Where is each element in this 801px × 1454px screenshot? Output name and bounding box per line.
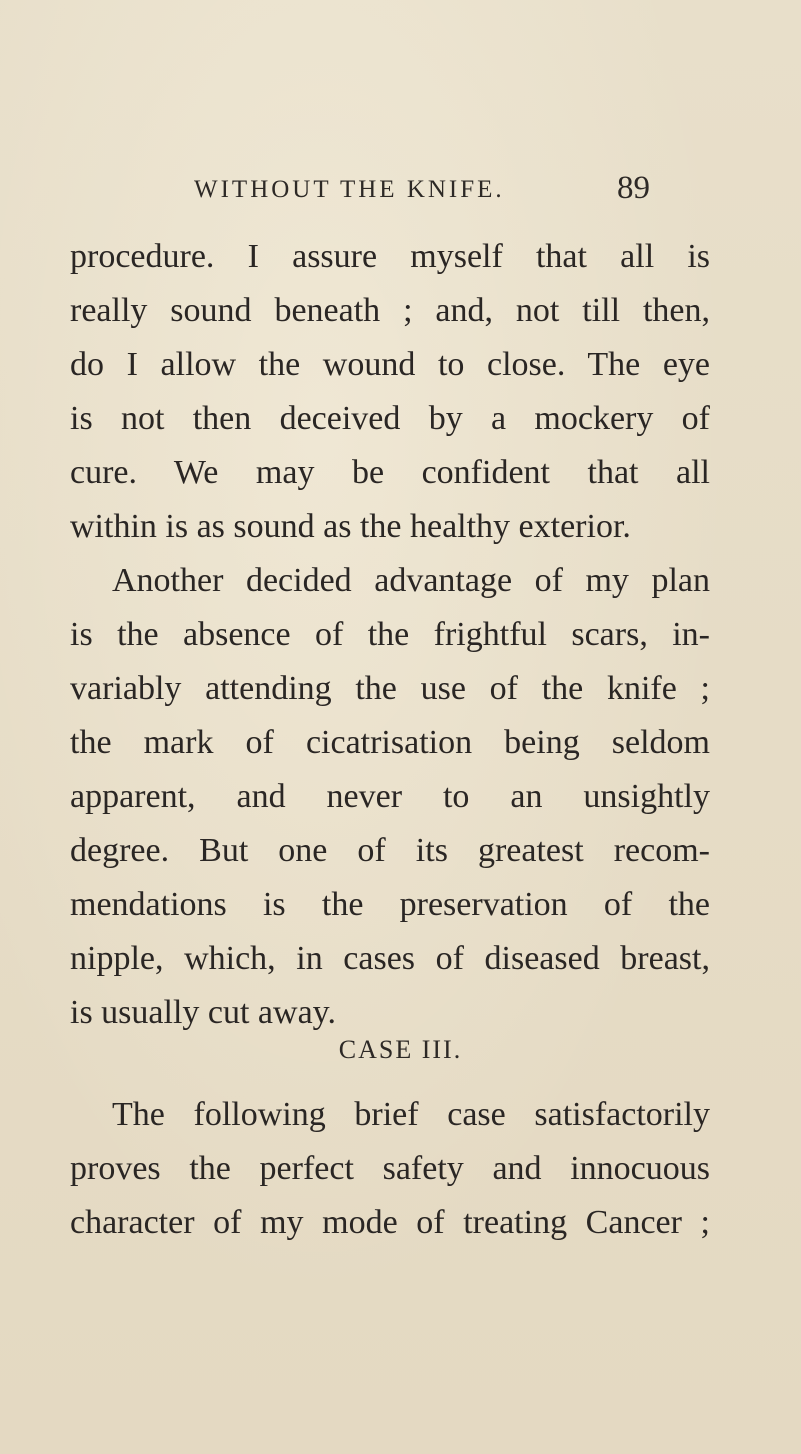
text-line: variably attending the use of the knife ; <box>70 670 710 707</box>
text-line: Another decided advantage of my plan <box>112 562 710 599</box>
section-heading: CASE III. <box>338 1035 463 1064</box>
text-line: mendations is the preservation of the <box>70 886 710 923</box>
text-line: really sound beneath ; and, not till then, <box>70 292 710 329</box>
paragraph-3 <box>70 1088 710 1250</box>
text-line: apparent, and never to an unsightly <box>70 778 710 815</box>
text-line: the mark of cicatrisation being seldom <box>70 724 710 761</box>
text-line: within is as sound as the healthy exterior. <box>70 508 631 545</box>
paragraph-1 <box>70 230 710 554</box>
page-number: 89 <box>617 170 650 206</box>
running-head-title: WITHOUT THE KNIFE. <box>194 176 505 203</box>
text-line: is the absence of the frightful scars, in- <box>70 616 710 653</box>
text-line: character of my mode of treating Cancer ; <box>70 1204 710 1241</box>
text-line: The following brief case satisfactorily <box>112 1096 710 1133</box>
body-text-2 <box>70 1088 710 1250</box>
text-line: do I allow the wound to close. The eye <box>70 346 710 383</box>
text-line: procedure. I assure myself that all is <box>70 238 710 275</box>
text-line: is not then deceived by a mockery of <box>70 400 710 437</box>
text-line: degree. But one of its greatest recom- <box>70 832 710 869</box>
paragraph-2 <box>70 554 710 1040</box>
text-line: proves the perfect safety and innocuous <box>70 1150 710 1187</box>
running-head <box>0 170 801 210</box>
text-line: is usually cut away. <box>70 994 336 1031</box>
text-line: cure. We may be confident that all <box>70 454 710 491</box>
body-text <box>70 230 710 1040</box>
text-line: nipple, which, in cases of diseased breast, <box>70 940 710 977</box>
